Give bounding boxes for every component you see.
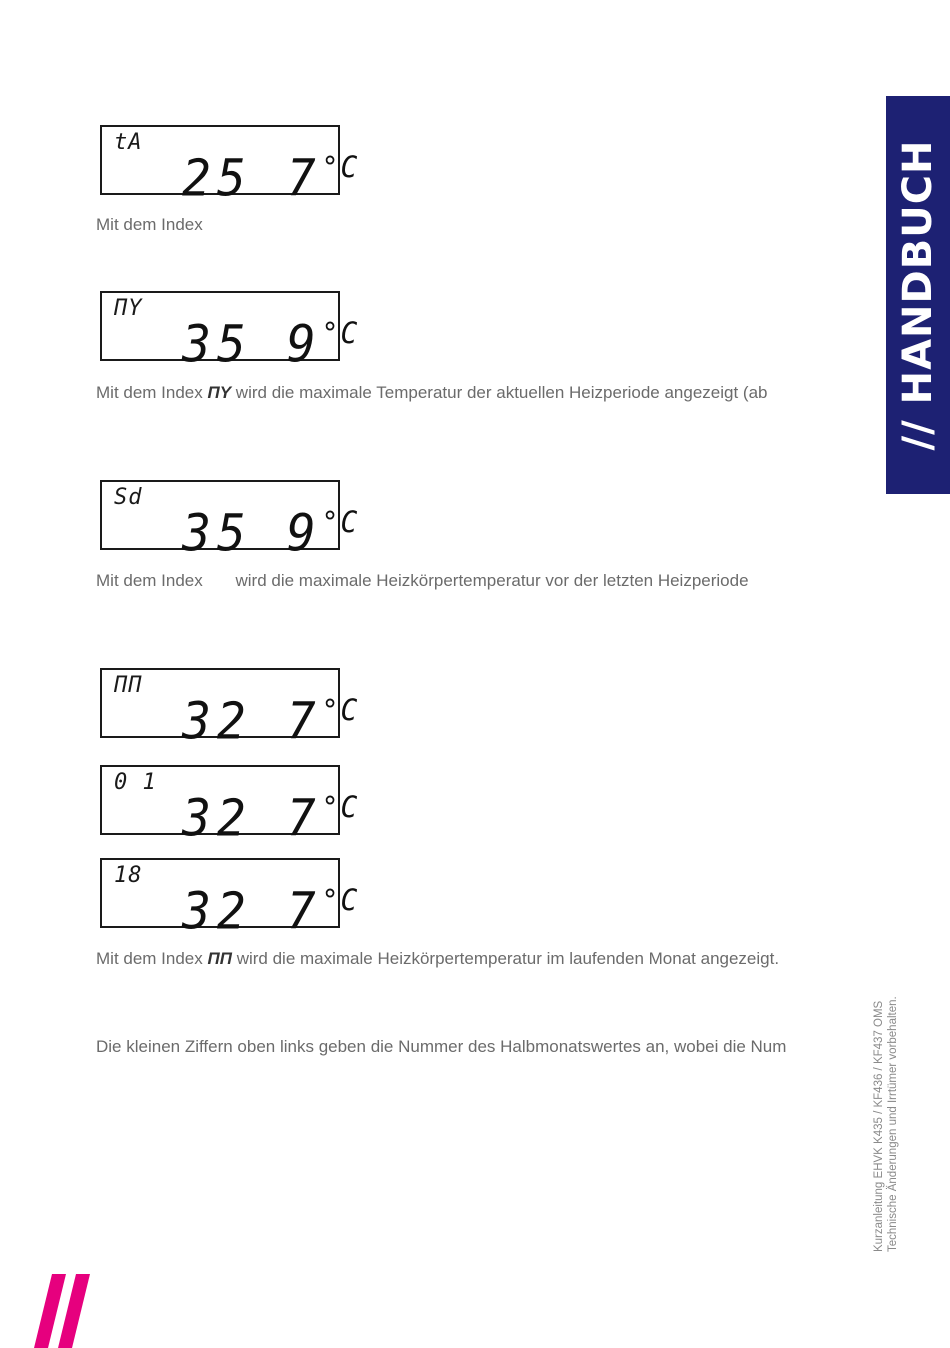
handbuch-side-tab (886, 96, 950, 494)
lcd-display-01 (100, 765, 360, 849)
side-note-line1: Kurzanleitung EHVK K435 / KF436 / KF437 OMS (873, 1000, 885, 1252)
lcd-value: 32 $7^{^\circ C}$ (182, 789, 360, 849)
paragraph-pp: Mit dem Index ПП wird die maximale Heizkörpertemperatur im laufenden Monat angezeigt. (96, 949, 780, 968)
lcd-value: 32 $7^{^\circ C}$ (182, 692, 360, 752)
side-note-line2: Technische Änderungen und Irrtümer vorbehalten. (887, 996, 899, 1252)
paragraph-ta: Mit dem Index (96, 215, 203, 234)
paragraph-sd: Mit dem Index wird die maximale Heizkörpertemperatur vor der letzten Heizperiode (96, 571, 749, 590)
lcd-index: ПП (114, 673, 143, 698)
side-note (872, 940, 912, 1252)
paragraph-py: Mit dem Index ПY wird die maximale Temperatur der aktuellen Heizperiode angezeigt (ab (96, 383, 768, 402)
lcd-index: 0 1 (114, 770, 157, 795)
lcd-index: ПY (114, 296, 143, 321)
lcd-index: Sd (114, 485, 143, 510)
lcd-display-pp (100, 668, 360, 752)
lcd-value: 35 $9^{^\circ C}$ (182, 504, 360, 564)
lcd-value: 35 $9^{^\circ C}$ (182, 315, 360, 375)
paragraph-halbmonat: Die kleinen Ziffern oben links geben die Nummer des Halbmonatswertes an, wobei die Num (96, 1037, 787, 1056)
lcd-display-18 (100, 858, 360, 942)
lcd-value: 25 $7^{^\circ C}$ (182, 149, 360, 209)
handbuch-label: // HANDBUCH (895, 139, 941, 451)
lcd-index: 18 (114, 863, 143, 888)
lcd-display-py (100, 291, 360, 375)
lcd-value: 32 $7^{^\circ C}$ (182, 882, 360, 942)
lcd-display-sd (100, 480, 360, 564)
slash-logo-icon (34, 1274, 94, 1348)
lcd-index: tA (114, 130, 143, 155)
lcd-display-ta (100, 125, 360, 209)
